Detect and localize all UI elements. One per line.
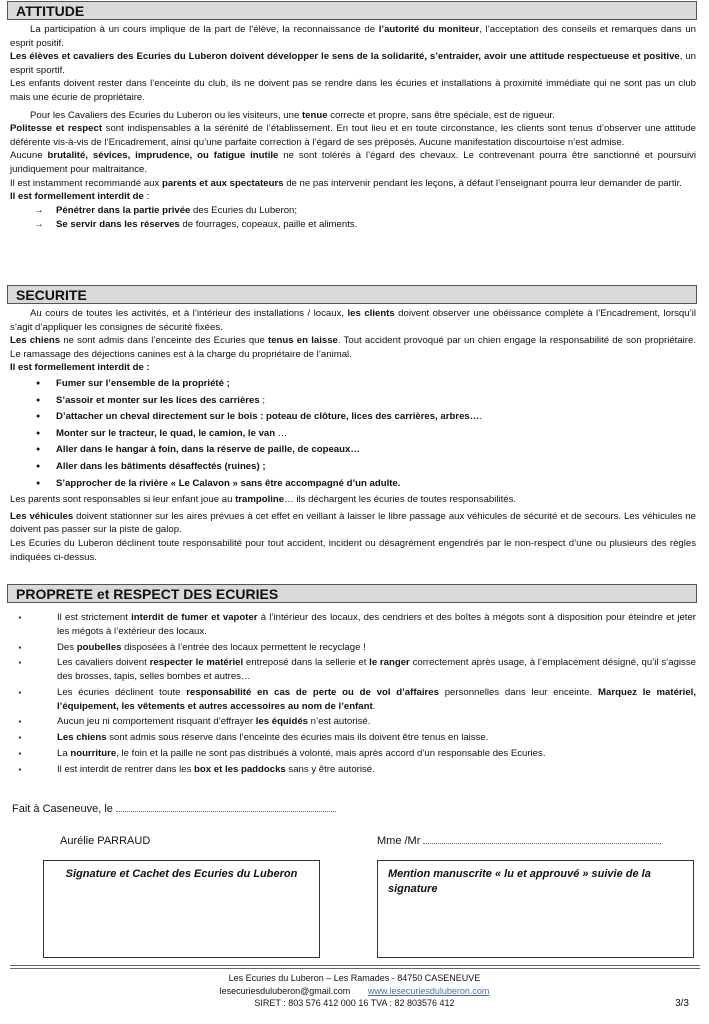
list-item bbox=[36, 459, 696, 476]
text: Il est interdit de rentrer dans les bbox=[57, 764, 195, 776]
text: Des bbox=[57, 641, 77, 653]
text: doivent observer une obéissance complète à l’Encadrement, lorsqu’il s’agit d’appliquer les consignes de sécurité fixées. bbox=[10, 308, 696, 333]
client-name-blank[interactable] bbox=[423, 843, 661, 844]
text: : bbox=[143, 191, 150, 203]
paragraph bbox=[10, 334, 696, 361]
footer-siret: SIRET : 803 576 412 000 16 TVA : 82 803576 412 bbox=[254, 998, 455, 1008]
client-box-label: Mention manuscrite « lu et approuvé » suivie de la signature bbox=[388, 868, 651, 896]
text: sont indispensables à la sérénité de l’établissement. En tout lieu et en toute circonstance, les clients sont tenus d’observer une attitude déférente vis-à-vis de l’Encadrement, ainsi qu’une parfaite correction à l’égard de ses préposés. Aucune manifestation discourtoise n’est admise. bbox=[10, 123, 696, 148]
bold-text: Les chiens bbox=[57, 732, 107, 744]
bold-text: interdit de fumer et vapoter bbox=[131, 612, 258, 623]
text: La participation à un cours implique de la part de l’élève, la reconnaissance de bbox=[30, 24, 379, 35]
client-name-label: Mme /Mr bbox=[377, 835, 421, 847]
list-item bbox=[18, 641, 696, 655]
paragraph: Les Ecuries du Luberon déclinent toute responsabilité pour tout accident, incident ou désagrément engendrés par le non-respect d’une ou plusieurs des règles indiquées ci-dessus. bbox=[10, 538, 696, 563]
text: Les parents sont responsables si leur enfant joue au bbox=[10, 494, 236, 506]
text: Il est instamment recommandé aux bbox=[10, 177, 162, 189]
paragraph bbox=[10, 50, 696, 77]
text: Aller dans les bâtiments désaffectés (ruines) ; bbox=[56, 461, 266, 473]
section-header-proprete: PROPRETE et RESPECT DES ECURIES bbox=[7, 584, 697, 603]
text: n’est autorisé. bbox=[308, 716, 371, 728]
list-item bbox=[18, 715, 696, 729]
text: correctement après usage, à l’emplacement désigné, qu’il s’agisse des brosses, tapis, selles bombes et autres… bbox=[57, 657, 696, 683]
text: . Tout accident provoqué par un chien engage la responsabilité de son propriétaire. Le ramassage des déjections canines est à la charge du propriétaire de l’animal. bbox=[10, 335, 696, 360]
text: Aucun jeu ni comportement risquant d’effrayer bbox=[57, 716, 256, 728]
footer-website-link[interactable]: www.lesecuriesduluberon.com bbox=[367, 985, 490, 996]
text: . bbox=[479, 411, 483, 423]
text: S’approcher de la rivière « Le Calavon » sans être accompagné d’un adulte. bbox=[56, 477, 401, 489]
text: Les écuries déclinent toute bbox=[57, 686, 187, 698]
list-item bbox=[36, 476, 696, 493]
text: S’assoir et monter sur les lices des carrières bbox=[56, 394, 260, 406]
bold-text: brutalité, sévices, imprudence, ou fatigue inutile bbox=[47, 150, 279, 162]
list-item bbox=[34, 204, 696, 218]
text: de fourrages, copeaux, paille et aliments. bbox=[179, 218, 358, 230]
bold-text: Politesse et respect bbox=[10, 123, 103, 135]
bold-text: les équidés bbox=[255, 716, 308, 728]
section-header-attitude: ATTITUDE bbox=[7, 1, 697, 20]
paragraph: Les enfants doivent rester dans l’enceinte du club, ils ne doivent pas se rendre dans les écuries et installations à proximité immédiate qui ne sont pas un club mais une écurie de propriétaire. bbox=[10, 78, 696, 104]
bold-text: Marquez le matériel, l’équipement, les vêtements et autres accessoires au nom de l’enfant bbox=[57, 686, 696, 712]
text: D’attacher un cheval directement sur le bois : poteau de clôture, lices des carrières, arbres… bbox=[56, 411, 480, 423]
bold-text: les clients bbox=[347, 308, 395, 319]
list-item bbox=[34, 218, 696, 232]
bold-text: tenue bbox=[301, 109, 328, 121]
text: Aucune bbox=[10, 150, 48, 162]
list-item bbox=[36, 393, 696, 410]
text: personnelles dans leur enceinte. bbox=[438, 686, 599, 698]
bold-text: box et les paddocks bbox=[194, 764, 286, 776]
text: . bbox=[372, 700, 376, 712]
list-item bbox=[36, 409, 696, 426]
text: correcte et propre, sans être spéciale, est de rigueur. bbox=[327, 109, 555, 121]
footer-divider bbox=[10, 968, 700, 969]
paragraph bbox=[10, 177, 696, 191]
stamp-box-label: Signature et Cachet des Ecuries du Luberon bbox=[65, 868, 298, 880]
bold-text: Il est formellement interdit de : bbox=[10, 362, 150, 374]
dot-list bbox=[10, 611, 696, 777]
bold-text: Pénétrer dans la partie privée bbox=[56, 204, 191, 216]
bold-text: le ranger bbox=[369, 657, 410, 669]
footer-divider bbox=[10, 965, 700, 966]
text: doivent stationner sur les aires prévues à cet effet en veillant à laisser le libre passage aux véhicules de sécurité et de secours. Les véhicules ne doivent pas passer sur la piste de galop. bbox=[10, 510, 696, 536]
date-blank[interactable] bbox=[116, 811, 336, 812]
client-name-line bbox=[377, 834, 661, 850]
text: Pour les Cavaliers des Ecuries du Luberon ou les visiteurs, une bbox=[30, 109, 302, 121]
footer-email: lesecuriesduluberon@gmail.com bbox=[219, 985, 351, 996]
text: … bbox=[275, 427, 288, 439]
signatory-name: Aurélie PARRAUD bbox=[60, 835, 151, 847]
client-signature-box[interactable] bbox=[377, 860, 694, 958]
text: sont admis sous réserve dans l’enceinte des écuries mais ils doivent être tenus en laisse. bbox=[106, 732, 489, 744]
text: des Ecuries du Luberon; bbox=[190, 204, 298, 216]
bold-text: responsabilité en cas de perte ou de vol d’affaires bbox=[186, 686, 439, 698]
bold-text: tenus en laisse bbox=[268, 335, 338, 347]
footer bbox=[0, 972, 709, 1010]
bold-text: Se servir dans les réserves bbox=[56, 218, 180, 230]
text: , le foin et la paille ne sont pas distribués à volonté, mais après accord d’un responsable des Ecuries. bbox=[116, 748, 546, 760]
paragraph bbox=[10, 493, 696, 507]
list-item bbox=[18, 611, 696, 638]
stamp-signature-box[interactable] bbox=[43, 860, 320, 958]
section-securite bbox=[10, 307, 696, 564]
paragraph bbox=[10, 23, 696, 50]
paragraph bbox=[10, 149, 696, 176]
text: … ils déchargent les écuries de toutes responsabilités. bbox=[284, 494, 517, 506]
arrow-list bbox=[10, 204, 696, 231]
text: sans y être autorisé. bbox=[285, 764, 375, 776]
text: , l’acceptation des conseils et remarques dans un esprit positif. bbox=[10, 24, 696, 49]
text: Au cours de toutes les activités, et à l’intérieur des installations / locaux, bbox=[30, 308, 348, 319]
bold-text: Les élèves et cavaliers des Ecuries du Luberon doivent développer le sens de la solidarité, s’entraider, avoir une attitude respectueuse et positive bbox=[10, 51, 680, 63]
bold-text: l’autorité du moniteur bbox=[378, 24, 480, 35]
section-proprete bbox=[10, 611, 696, 779]
text: Monter sur le tracteur, le quad, le camion, le van bbox=[56, 427, 276, 439]
bold-text: Les chiens bbox=[10, 335, 61, 347]
text: , un esprit sportif. bbox=[10, 51, 696, 76]
bold-text: nourriture bbox=[70, 748, 117, 760]
paragraph bbox=[10, 190, 696, 204]
text: à l’intérieur des locaux, des cendriers et des boîtes à mégots sont à disposition pour éteindre et jeter les mégots à l’extérieur des locaux. bbox=[57, 612, 696, 637]
text: La bbox=[57, 748, 71, 760]
date-place-line bbox=[12, 802, 336, 818]
paragraph bbox=[10, 510, 696, 537]
list-item bbox=[18, 763, 696, 777]
paragraph bbox=[10, 361, 696, 375]
page-number: 3/3 bbox=[675, 998, 689, 1009]
list-item bbox=[36, 376, 696, 393]
bold-text: respecter le matériel bbox=[149, 657, 244, 669]
bold-text: poubelles bbox=[76, 641, 122, 653]
text: Les cavaliers doivent bbox=[57, 657, 150, 669]
list-item bbox=[18, 686, 696, 713]
text: Fumer sur l’ensemble de la propriété ; bbox=[56, 378, 230, 390]
list-item bbox=[36, 442, 696, 459]
list-item bbox=[18, 656, 696, 683]
text: entreposé dans la sellerie et bbox=[243, 657, 370, 669]
paragraph bbox=[10, 122, 696, 149]
text: Aller dans le hangar à foin, dans la réserve de paille, de copeaux… bbox=[56, 444, 360, 456]
section-attitude bbox=[10, 23, 696, 231]
list-item bbox=[18, 747, 696, 761]
bold-text: Il est formellement interdit de bbox=[10, 191, 144, 203]
text: disposées à l’entrée des locaux permettent le recyclage ! bbox=[121, 641, 366, 653]
footer-address: Les Ecuries du Luberon – Les Ramades - 84750 CASENEUVE bbox=[228, 973, 481, 983]
text: ne sont tolérés à l’égard des chevaux. Le contrevenant pourra être sanctionné et poursuivi juridiquement pour maltraitance. bbox=[10, 150, 697, 176]
footer-contacts bbox=[0, 985, 709, 998]
text: Il est strictement bbox=[57, 612, 132, 623]
bold-text: parents et aux spectateurs bbox=[161, 177, 284, 189]
bullet-list bbox=[10, 376, 696, 492]
list-item bbox=[36, 426, 696, 443]
text: de ne pas intervenir pendant les leçons, à défaut l’enseignant pourra leur demander de partir. bbox=[283, 177, 682, 189]
bold-text: Les véhicules bbox=[10, 510, 74, 522]
section-header-securite: SECURITE bbox=[7, 285, 697, 304]
date-place-label: Fait à Caseneuve, le bbox=[12, 803, 113, 815]
text: ; bbox=[259, 394, 266, 406]
text: ne sont admis dans l’enceinte des Ecuries que bbox=[60, 335, 269, 347]
paragraph bbox=[10, 307, 696, 334]
list-item bbox=[18, 731, 696, 745]
paragraph bbox=[10, 109, 696, 123]
bold-text: trampoline bbox=[235, 494, 285, 506]
